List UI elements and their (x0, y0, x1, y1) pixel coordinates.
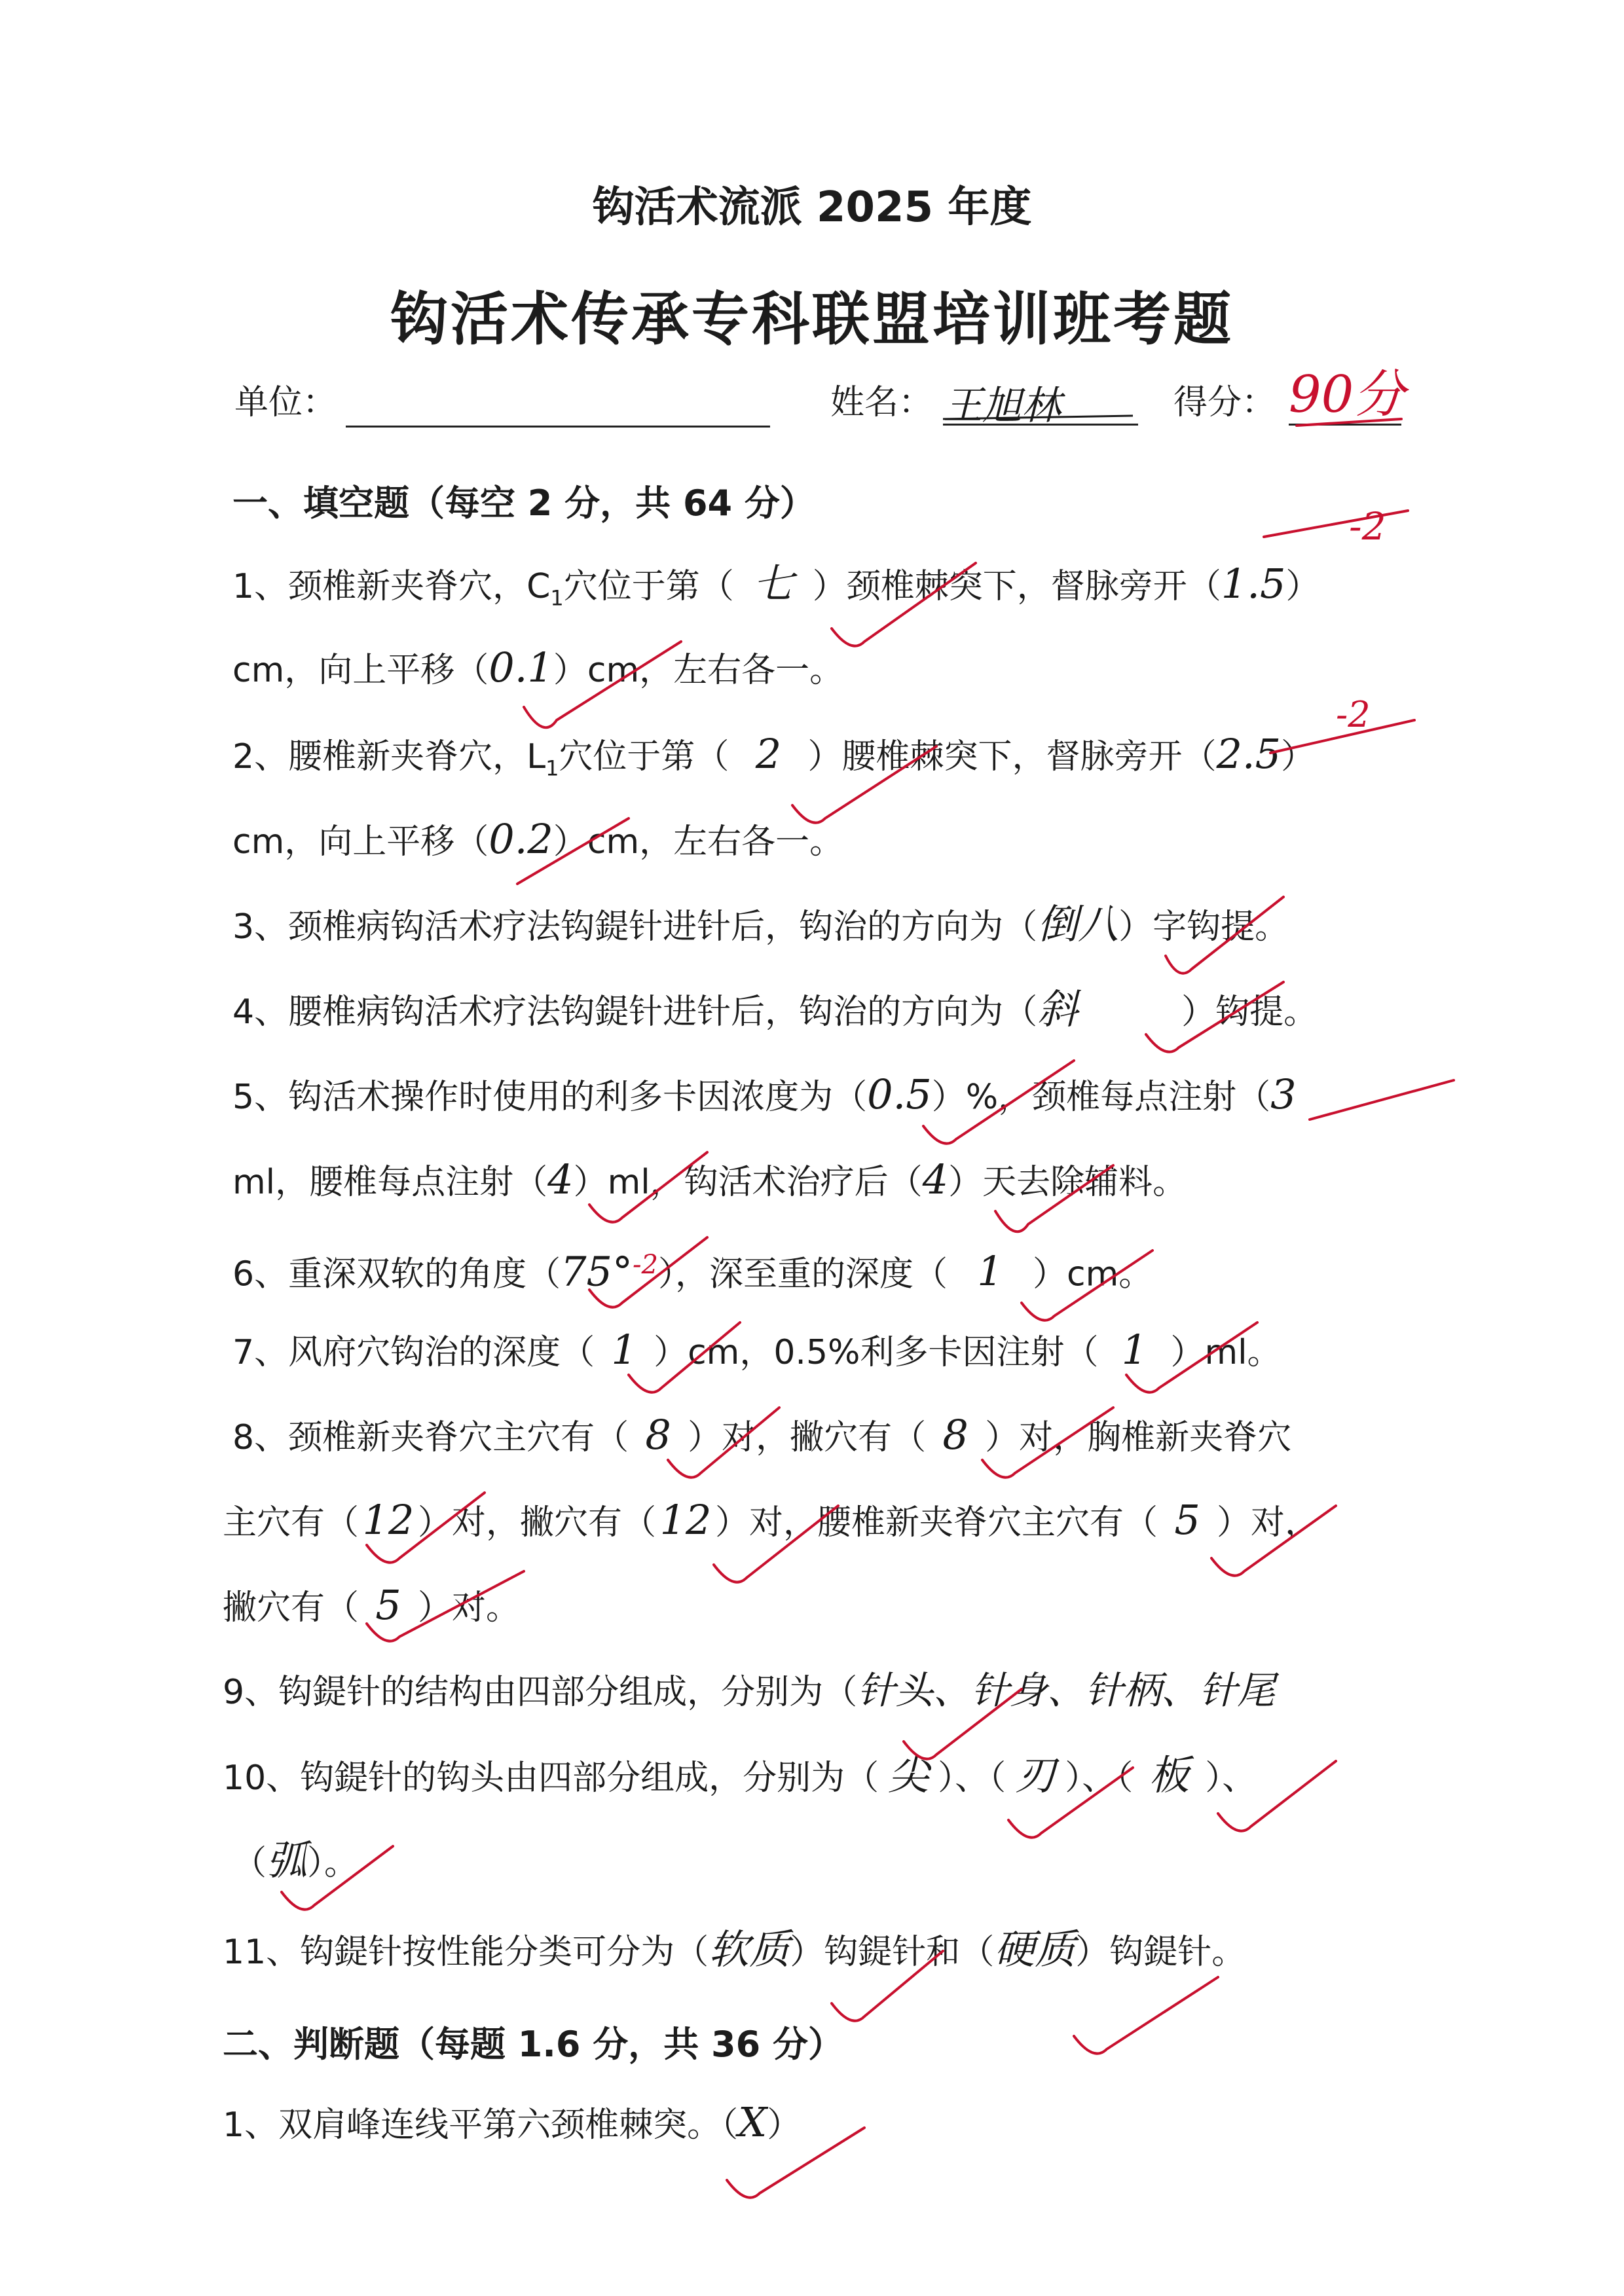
q3-line (232, 900, 1289, 948)
q5-text-b: ）%，颈椎每点注射（ (931, 1078, 1271, 1117)
q9-line (223, 1668, 1276, 1713)
section2-heading: 二、判断题（每题 1.6 分，共 36 分） (223, 2024, 844, 2065)
q11-text-b: ）钩鍉针和（ (790, 1933, 995, 1972)
q1-line1 (232, 560, 1320, 617)
q4-line (232, 985, 1318, 1033)
q2-deduction-mark: -2 (1336, 694, 1371, 735)
q2-answer-3: 0.2 (489, 815, 553, 863)
exam-title-line2: 钩活术传承专科联盟培训班考题 (390, 285, 1234, 353)
q6-text-b: ），深至重的深度（ (657, 1254, 948, 1294)
q10-text-c: ）、（ (1065, 1758, 1134, 1798)
check-mark (1074, 1977, 1218, 2054)
q2-answer-2: 2.5 (1216, 730, 1282, 778)
s2-q1-text-a: 1、双肩峰连线平第六颈椎棘突。（ (223, 2105, 739, 2145)
q8-line3 (223, 1581, 521, 1629)
q10-text-f: ）。 (307, 1844, 359, 1883)
q7-answer-2: 1 (1121, 1326, 1148, 1374)
q1-answer-2: 1.5 (1221, 560, 1286, 608)
name-label: 姓名： (830, 383, 933, 422)
q5-text-a: 5、钩活术操作时使用的利多卡因浓度为（ (232, 1078, 868, 1117)
q9-text-a: 9、钩鍉针的结构由四部分组成，分别为（ (223, 1673, 858, 1712)
q5-line1 (232, 1070, 1297, 1118)
q8-text-h: 撇穴有（ (223, 1588, 360, 1628)
q8-answer-6: 5 (375, 1581, 401, 1629)
q2-text-b: 穴位于第（ (559, 737, 729, 776)
exam-title-line1: 钩活术流派 2025 年度 (592, 183, 1032, 232)
q2-text-f: ）cm，左右各一。 (553, 822, 844, 862)
q10-text-e: （ (232, 1844, 267, 1883)
q8-line2 (223, 1496, 1320, 1544)
q2-text-c: ）腰椎棘突下，督脉旁开（ (807, 737, 1217, 776)
student-name-handwritten: 王旭林 (943, 374, 1138, 426)
q4-text-b: ）钩提。 (1181, 993, 1318, 1032)
q8-text-b: ）对，撇穴有（ (688, 1418, 927, 1457)
q5-answer-3: 4 (547, 1156, 574, 1203)
q2-text-e: cm，向上平移（ (232, 822, 489, 862)
unit-field (346, 385, 770, 428)
q6-answer-1: 75° (561, 1247, 633, 1296)
q2-line1 (232, 730, 1316, 788)
q6-text-a: 6、重深双软的角度（ (232, 1254, 561, 1294)
q8-text-a: 8、颈椎新夹脊穴主穴有（ (232, 1418, 629, 1457)
q10-answer-4: 弧 (267, 1836, 308, 1884)
q11-text-a: 11、钩鍉针按性能分类可分为（ (223, 1933, 709, 1972)
q7-text-a: 7、风府穴钩治的深度（ (232, 1333, 595, 1372)
q8-text-e: ）对，撇穴有（ (418, 1503, 657, 1542)
q6-line (232, 1245, 1153, 1294)
q2-line2 (232, 815, 844, 863)
q2-answer-1: 2 (755, 730, 782, 778)
q1-text-a: 1、颈椎新夹脊穴，C (232, 567, 551, 606)
q1-answer-1: 七 (752, 560, 794, 608)
q10-text-d: ）、 (1205, 1758, 1257, 1798)
q8-answer-3: 12 (362, 1496, 415, 1544)
q10-answer-1: 尖 (888, 1751, 929, 1799)
q8-text-f: ）对，腰椎新夹脊穴主穴有（ (715, 1503, 1158, 1542)
s2-q1-line (223, 2098, 802, 2146)
q4-text-a: 4、腰椎病钩活术疗法钩鍉针进针后，钩治的方向为（ (232, 993, 1038, 1032)
q10-line2 (232, 1836, 359, 1884)
score-label: 得分： (1173, 383, 1276, 422)
q8-answer-1: 8 (645, 1411, 671, 1459)
q10-text-b: ）、（ (938, 1758, 1006, 1798)
q3-text-b: ）字钩提。 (1118, 907, 1289, 947)
unit-label: 单位： (234, 383, 337, 422)
q7-answer-1: 1 (611, 1326, 637, 1374)
q1-text-e: cm，向上平移（ (232, 651, 489, 690)
q10-answer-3: 板 (1149, 1751, 1190, 1799)
q7-line (232, 1326, 1282, 1374)
q8-answer-4: 12 (659, 1496, 712, 1544)
q5-text-d: ）ml，钩活术治疗后（ (573, 1163, 923, 1202)
q3-text-a: 3、颈椎病钩活术疗法钩鍉针进针后，钩治的方向为（ (232, 907, 1038, 947)
q1-text-d: ） (1285, 567, 1320, 606)
check-mark (1310, 1080, 1454, 1120)
q11-answer-2: 硬质 (994, 1925, 1076, 1973)
q5-answer-4: 4 (922, 1156, 949, 1203)
q11-text-c: ）钩鍉针。 (1075, 1933, 1246, 1972)
q9-answers: 针头、针身、针柄、针尾 (857, 1668, 1276, 1713)
q5-answer-1: 0.5 (867, 1070, 932, 1118)
q1-line2 (232, 644, 844, 691)
q8-text-d: 主穴有（ (223, 1503, 360, 1542)
q6-answer-2: 1 (977, 1247, 1003, 1296)
q2-text-a: 2、腰椎新夹脊穴，L (232, 737, 546, 776)
q3-answer-1: 倒八 (1037, 900, 1119, 948)
q2-sub: 1 (545, 756, 559, 781)
q10-line1 (223, 1751, 1257, 1799)
q2-text-d: ） (1281, 737, 1316, 776)
q5-text-c: ml，腰椎每点注射（ (232, 1163, 548, 1202)
q8-text-i: ）对。 (418, 1588, 521, 1628)
q11-line (223, 1925, 1246, 1973)
q10-text-a: 10、钩鍉针的钩头由四部分组成，分别为（ (223, 1758, 879, 1798)
check-mark (1264, 511, 1408, 537)
q6-deduction-mark: -2 (633, 1250, 658, 1280)
q8-answer-2: 8 (942, 1411, 969, 1459)
s2-q1-answer: X (738, 2098, 767, 2146)
q1-text-f: ）cm，左右各一。 (553, 651, 844, 690)
q10-answer-2: 刃 (1015, 1751, 1056, 1799)
q1-text-c: ）颈椎棘突下，督脉旁开（ (812, 567, 1221, 606)
q6-text-c: ）cm。 (1032, 1254, 1153, 1294)
q5-line2 (232, 1156, 1187, 1203)
q5-answer-2: 3 (1270, 1070, 1297, 1118)
q8-answer-5: 5 (1174, 1496, 1200, 1544)
s2-q1-text-b: ） (767, 2105, 802, 2145)
q1-deduction-mark: -2 (1349, 504, 1386, 549)
section1-heading: 一、填空题（每空 2 分，共 64 分） (232, 483, 815, 524)
q7-text-c: ）ml。 (1170, 1333, 1282, 1372)
q8-text-g: ）对， (1217, 1503, 1320, 1542)
q11-answer-1: 软质 (709, 1925, 790, 1973)
q7-text-b: ）cm，0.5%利多卡因注射（ (654, 1333, 1099, 1372)
q1-sub: 1 (550, 585, 564, 611)
q1-answer-3: 0.1 (489, 644, 553, 691)
score-handwritten: 90分 (1289, 354, 1401, 426)
q5-text-e: ）天去除辅料。 (948, 1163, 1187, 1202)
q4-answer-1: 斜 (1037, 985, 1079, 1033)
q8-line1 (232, 1411, 1292, 1459)
q8-text-c: ）对，胸椎新夹脊穴 (985, 1418, 1292, 1457)
q1-text-b: 穴位于第（ (563, 567, 734, 606)
